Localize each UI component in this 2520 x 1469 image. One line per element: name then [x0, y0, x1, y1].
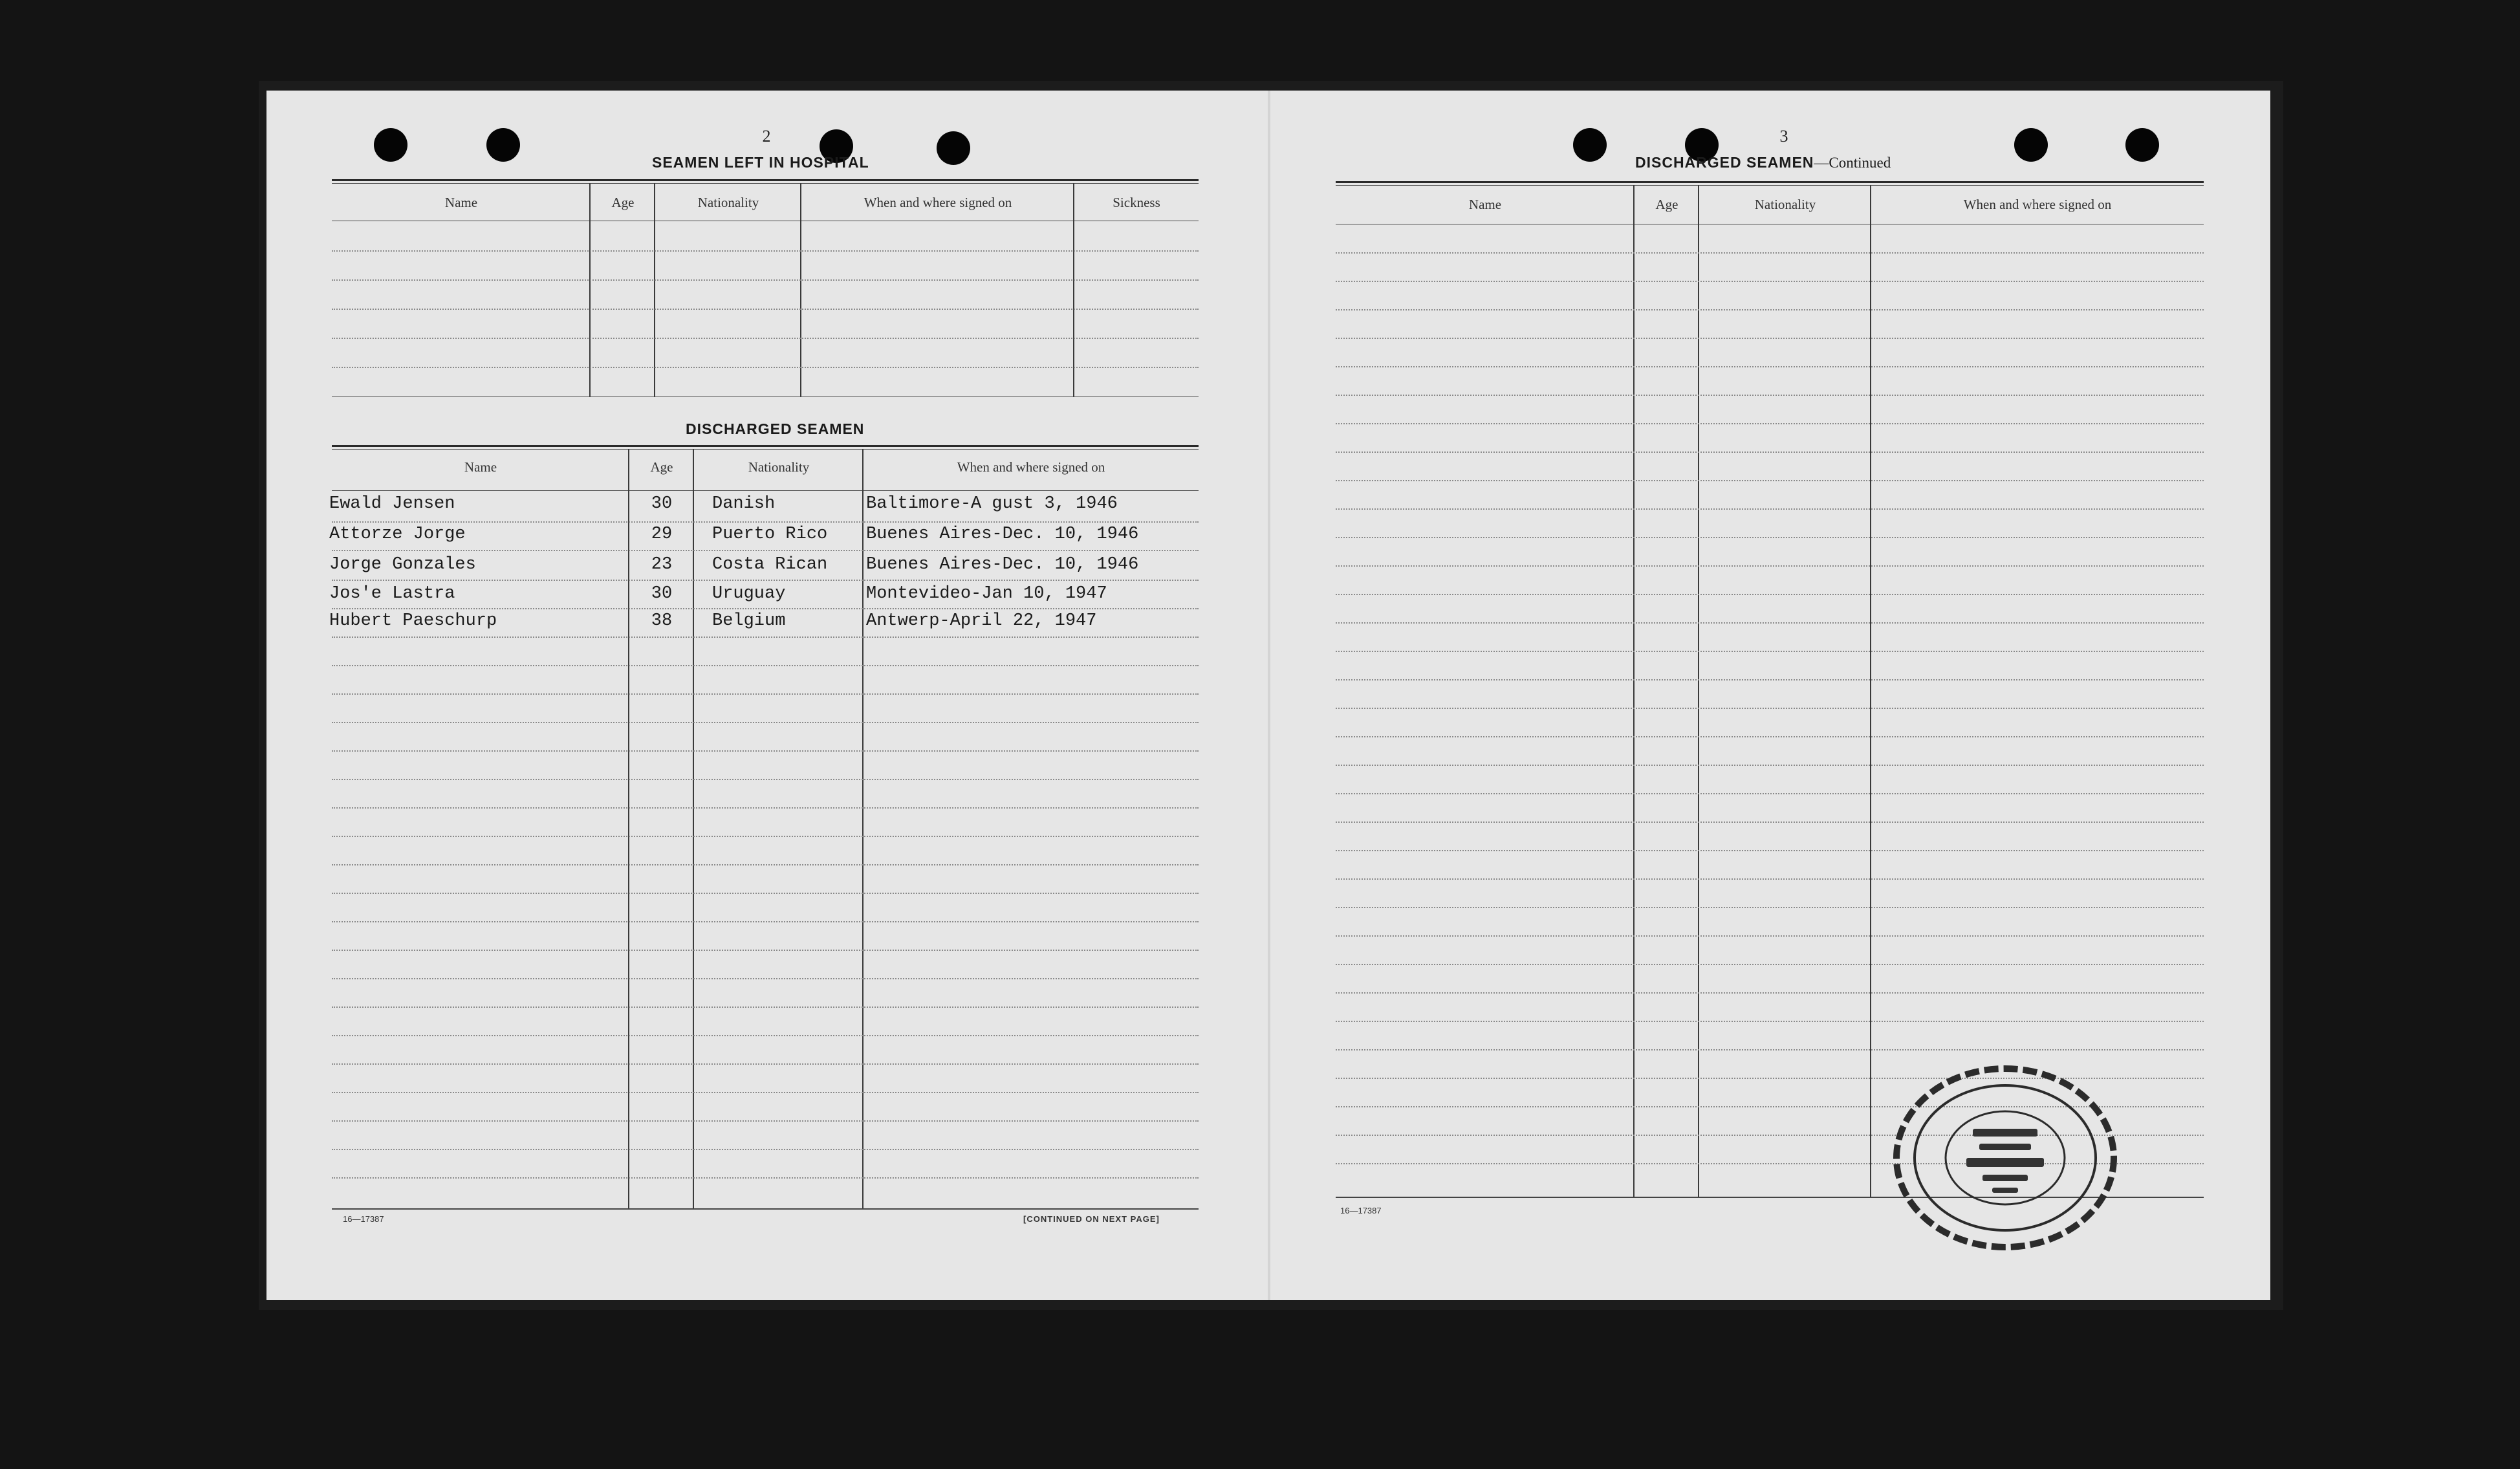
header-signed-on: When and where signed on — [1963, 197, 2112, 212]
seaman-name: Jorge Gonzales — [329, 555, 476, 574]
header-signed-on: When and where signed on — [957, 459, 1105, 475]
table-row — [329, 494, 1199, 523]
header-age: Age — [1655, 197, 1678, 212]
seaman-age: 30 — [651, 584, 673, 604]
header-age: Age — [650, 459, 673, 475]
header-sickness: Sickness — [1113, 195, 1160, 210]
page-number: 2 — [762, 127, 771, 146]
page-number: 3 — [1779, 127, 1788, 146]
discharged-continued-title — [1635, 154, 1891, 171]
seaman-age: 29 — [651, 525, 673, 544]
table-row — [329, 525, 1199, 553]
header-nationality: Nationality — [1754, 197, 1816, 212]
table-row — [329, 611, 1199, 640]
discharged-table — [329, 445, 1199, 1212]
punch-hole — [374, 128, 407, 162]
punch-hole — [2014, 128, 2048, 162]
hospital-table — [332, 179, 1199, 402]
header-age: Age — [611, 195, 635, 210]
seaman-name: Hubert Paeschurp — [329, 611, 497, 631]
seaman-age: 30 — [651, 494, 673, 514]
continued-note: [CONTINUED ON NEXT PAGE] — [1023, 1214, 1160, 1224]
received-stamp-icon — [1889, 1061, 2122, 1255]
seaman-signed-on: Buenes Aires-Dec. 10, 1946 — [866, 525, 1139, 544]
hospital-section-title: SEAMEN LEFT IN HOSPITAL — [652, 154, 869, 171]
seaman-nationality: Uruguay — [712, 584, 786, 604]
seaman-age: 23 — [651, 555, 673, 574]
seaman-nationality: Costa Rican — [712, 555, 828, 574]
header-nationality: Nationality — [697, 195, 759, 210]
seaman-name: Jos'e Lastra — [329, 584, 455, 604]
punch-hole — [486, 128, 520, 162]
header-name: Name — [1468, 197, 1502, 212]
header-name: Name — [444, 195, 478, 210]
seaman-name: Attorze Jorge — [329, 525, 466, 544]
discharged-section-title: DISCHARGED SEAMEN — [686, 420, 865, 437]
seaman-signed-on: Montevideo-Jan 10, 1947 — [866, 584, 1107, 604]
title-main: DISCHARGED SEAMEN — [1635, 154, 1814, 171]
discharged-continued-table — [1336, 181, 2204, 1200]
punch-hole — [1573, 128, 1607, 162]
page-fold — [1268, 91, 1270, 1300]
header-name: Name — [464, 459, 497, 475]
header-nationality: Nationality — [748, 459, 810, 475]
seaman-signed-on: Antwerp-April 22, 1947 — [866, 611, 1097, 631]
seaman-signed-on: Baltimore-A gust 3, 1946 — [866, 494, 1118, 514]
punch-hole — [2125, 128, 2159, 162]
title-suffix: —Continued — [1814, 155, 1891, 171]
header-signed-on: When and where signed on — [864, 195, 1012, 210]
seaman-signed-on: Buenes Aires-Dec. 10, 1946 — [866, 555, 1139, 574]
seaman-age: 38 — [651, 611, 673, 631]
seaman-nationality: Danish — [712, 494, 776, 514]
seaman-name: Ewald Jensen — [329, 494, 455, 514]
form-number: 16—17387 — [343, 1214, 384, 1224]
seaman-nationality: Belgium — [712, 611, 786, 631]
seaman-nationality: Puerto Rico — [712, 525, 828, 544]
punch-hole — [937, 131, 970, 165]
form-number: 16—17387 — [1340, 1206, 1382, 1215]
